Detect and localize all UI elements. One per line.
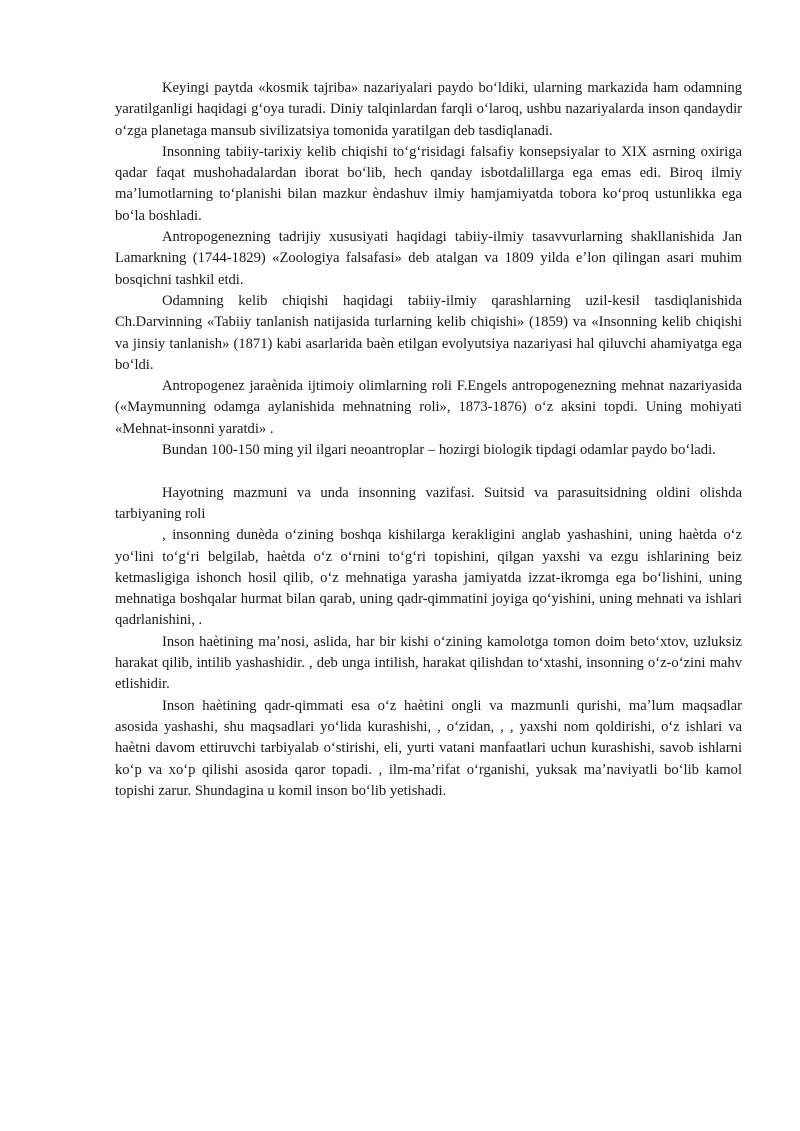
paragraph-falsafiy-konsepsiyalar: Insonning tabiiy-tarixiy kelib chiqishi toʻgʻrisidagi falsafiy konsepsiyalar to XIX asrning oxiriga qadar faqat mushohadalardan iborat boʻlib, hech qanday isbotdalillarga ega emas edi. Biroq ilmiy maʼlumotlarning toʻplanishi bilan mazkur ѐndashuv ilmiy hamjamiyatda tobora koʻproq ustunlikka ega boʻla boshladi.	[115, 143, 742, 224]
section-heading-hayot-mazmuni: Hayotning mazmuni va unda insonning vazifasi. Suitsid va parasuitsidning oldini olishda tarbiyaning roli	[115, 484, 742, 522]
paragraph-inson-dunyoda: , insonning dunѐda oʻzining boshqa kishilarga kerakligini anglab yashashini, uning haѐtda oʻz yoʻlini toʻgʻri belgilab, haѐtda oʻz oʻrnini toʻgʻri topishini, qilgan yaxshi va ezgu ishlarining beiz ketmasligiga ishonch hosil qilib, oʻz mehnatiga yarasha jamiyatda izzat-ikromga ega boʻlishini, uning mehnatiga boshqalar hurmat bilan qarab, uning qadr-qimmatini joyiga qoʻyishini, uning mehnati va ishlari qadrlanishini, .	[115, 527, 742, 629]
paragraph-hayot-manosi: Inson haѐtining maʼnosi, aslida, har bir kishi oʻzining kamolotga tomon doim betoʻxtov, uzluksiz harakat qilib, intilib yashashidir. , deb unga intilish, harakat qilishdan toʻxtashi, insonning oʻz-oʻzini mahv etlishidir.	[115, 633, 742, 693]
paragraph-qadr-qimmat: Inson haѐtining qadr-qimmati esa oʻz haѐtini ongli va mazmunli qurishi, maʼlum maqsadlar asosida yashashi, shu maqsadlari yoʻlida kurashishi, , oʻzidan, , , yaxshi nom qoldirishi, oʻz ishlari va haѐtni davom ettiruvchi tarbiyalab oʻstirishi, eli, yurti vatani manfaatlari uchun kurashishi, savob ishlarni koʻp va xoʻp qilishi asosida qaror topadi. , ilm-maʼrifat oʻrganishi, yuksak maʼnaviyatli boʻlib kamol topishi zarur. Shundagina u komil inson boʻlib yetishadi.	[115, 697, 742, 799]
paragraph-engels: Antropogenez jaraѐnida ijtimoiy olimlarning roli F.Engels antropogenezning mehnat nazariyasida («Maymunning odamga aylanishida mehnatning roli», 1873-1876) oʻz aksini topdi. Uning mohiyati «Mehnat-insonni yaratdi» .	[115, 378, 742, 437]
paragraph-lamark: Antropogenezning tadrijiy xususiyati haqidagi tabiiy-ilmiy tasavvurlarning shakllanishida Jan Lamarkning (1744-1829) «Zoologiya falsafasi» deb atalgan va 1809 yilda eʼlon qilingan asari muhim bosqichni tashkil etdi.	[115, 229, 742, 288]
paragraph-neoantroplar: Bundan 100-150 ming yil ilgari neoantroplar – hozirgi biologik tipdagi odamlar paydo boʻladi.	[162, 442, 716, 459]
paragraph-darvin: Odamning kelib chiqishi haqidagi tabiiy-ilmiy qarashlarning uzil-kesil tasdiqlanishida Ch.Darvinning «Tabiiy tanlanish natijasida turlarning kelib chiqishi» (1859) va «Insonning kelib chiqishi va jinsiy tanlanish» (1871) kabi asarlarida baѐn etilgan evolyutsiya nazariyasi hal qiluvchi ahamiyatga ega boʻldi.	[115, 292, 742, 373]
document-body	[115, 78, 742, 802]
paragraph-kosmik-tajriba: Keyingi paytda «kosmik tajriba» nazariyalari paydo boʻldiki, ularning markazida ham odamning yaratilganligi haqidagi gʻoya turadi. Diniy talqinlardan farqli oʻlaroq, ushbu nazariyalarda inson qandaydir oʻzga planetaga mansub sivilizatsiya tomonida yaratilgan deb tasdiqlanadi.	[115, 80, 742, 139]
